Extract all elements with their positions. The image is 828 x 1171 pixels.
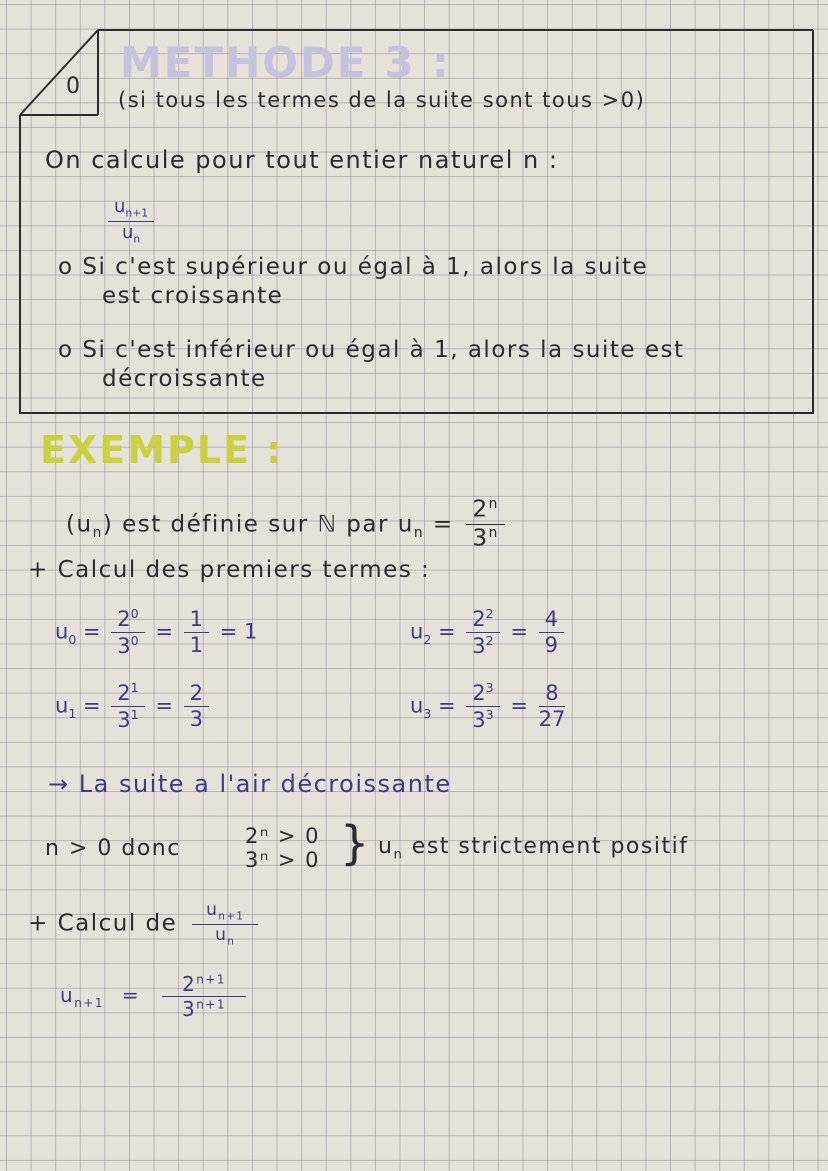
method-condition: (si tous les termes de la suite sont tous >0): [118, 88, 646, 112]
next-term-formula: $u_{n+1}$ = $\frac{2^{n+1}}{3^{n+1}}$: [60, 972, 250, 1021]
bullet-2-line2: décroissante: [102, 366, 267, 392]
term-u3: $u_3$ = $\frac{2^3}{3^3}$ = $\frac{8}{27}$: [410, 680, 566, 733]
positivity-conclusion: $u_n$ est strictement positif: [378, 834, 689, 863]
term-u1: $u_1$ = $\frac{2^1}{3^1}$ = $\frac{2}{3}$: [55, 680, 213, 733]
bullet-2-line1: o Si c'est inférieur ou égal à 1, alors la suite est: [58, 337, 685, 363]
example-definition: $(u_n)$ est définie sur ℕ par $u_n$ = $\frac{2^n}{3^n}$: [66, 496, 509, 554]
method-title: METHODE 3 :: [120, 38, 451, 87]
positivity-conditions: 2ⁿ > 0 3ⁿ > 0: [245, 824, 321, 872]
observation: → La suite a l'air décroissante: [48, 770, 452, 798]
bullet-1-line2: est croissante: [102, 283, 284, 309]
positivity-lead: n > 0 donc: [45, 836, 181, 861]
step-ratio: + Calcul de $\frac{u_{n+1}}{u_n}$: [28, 900, 262, 948]
brace: }: [340, 816, 371, 870]
term-u0: $u_0$ = $\frac{2^0}{3^0}$ = $\frac{1}{1}$ = 1: [55, 606, 258, 659]
term-u2: $u_2$ = $\frac{2^2}{3^2}$ = $\frac{4}{9}$: [410, 606, 568, 659]
method-intro: On calcule pour tout entier naturel n :: [45, 146, 559, 174]
ratio-formula: $\frac{u_{n+1}}{u_n}$: [104, 196, 158, 246]
step-first-terms: + Calcul des premiers termes :: [28, 557, 431, 583]
bullet-1-line1: o Si c'est supérieur ou égal à 1, alors la suite: [58, 254, 649, 280]
example-title: EXEMPLE :: [40, 428, 284, 472]
corner-label: 0: [66, 74, 82, 99]
